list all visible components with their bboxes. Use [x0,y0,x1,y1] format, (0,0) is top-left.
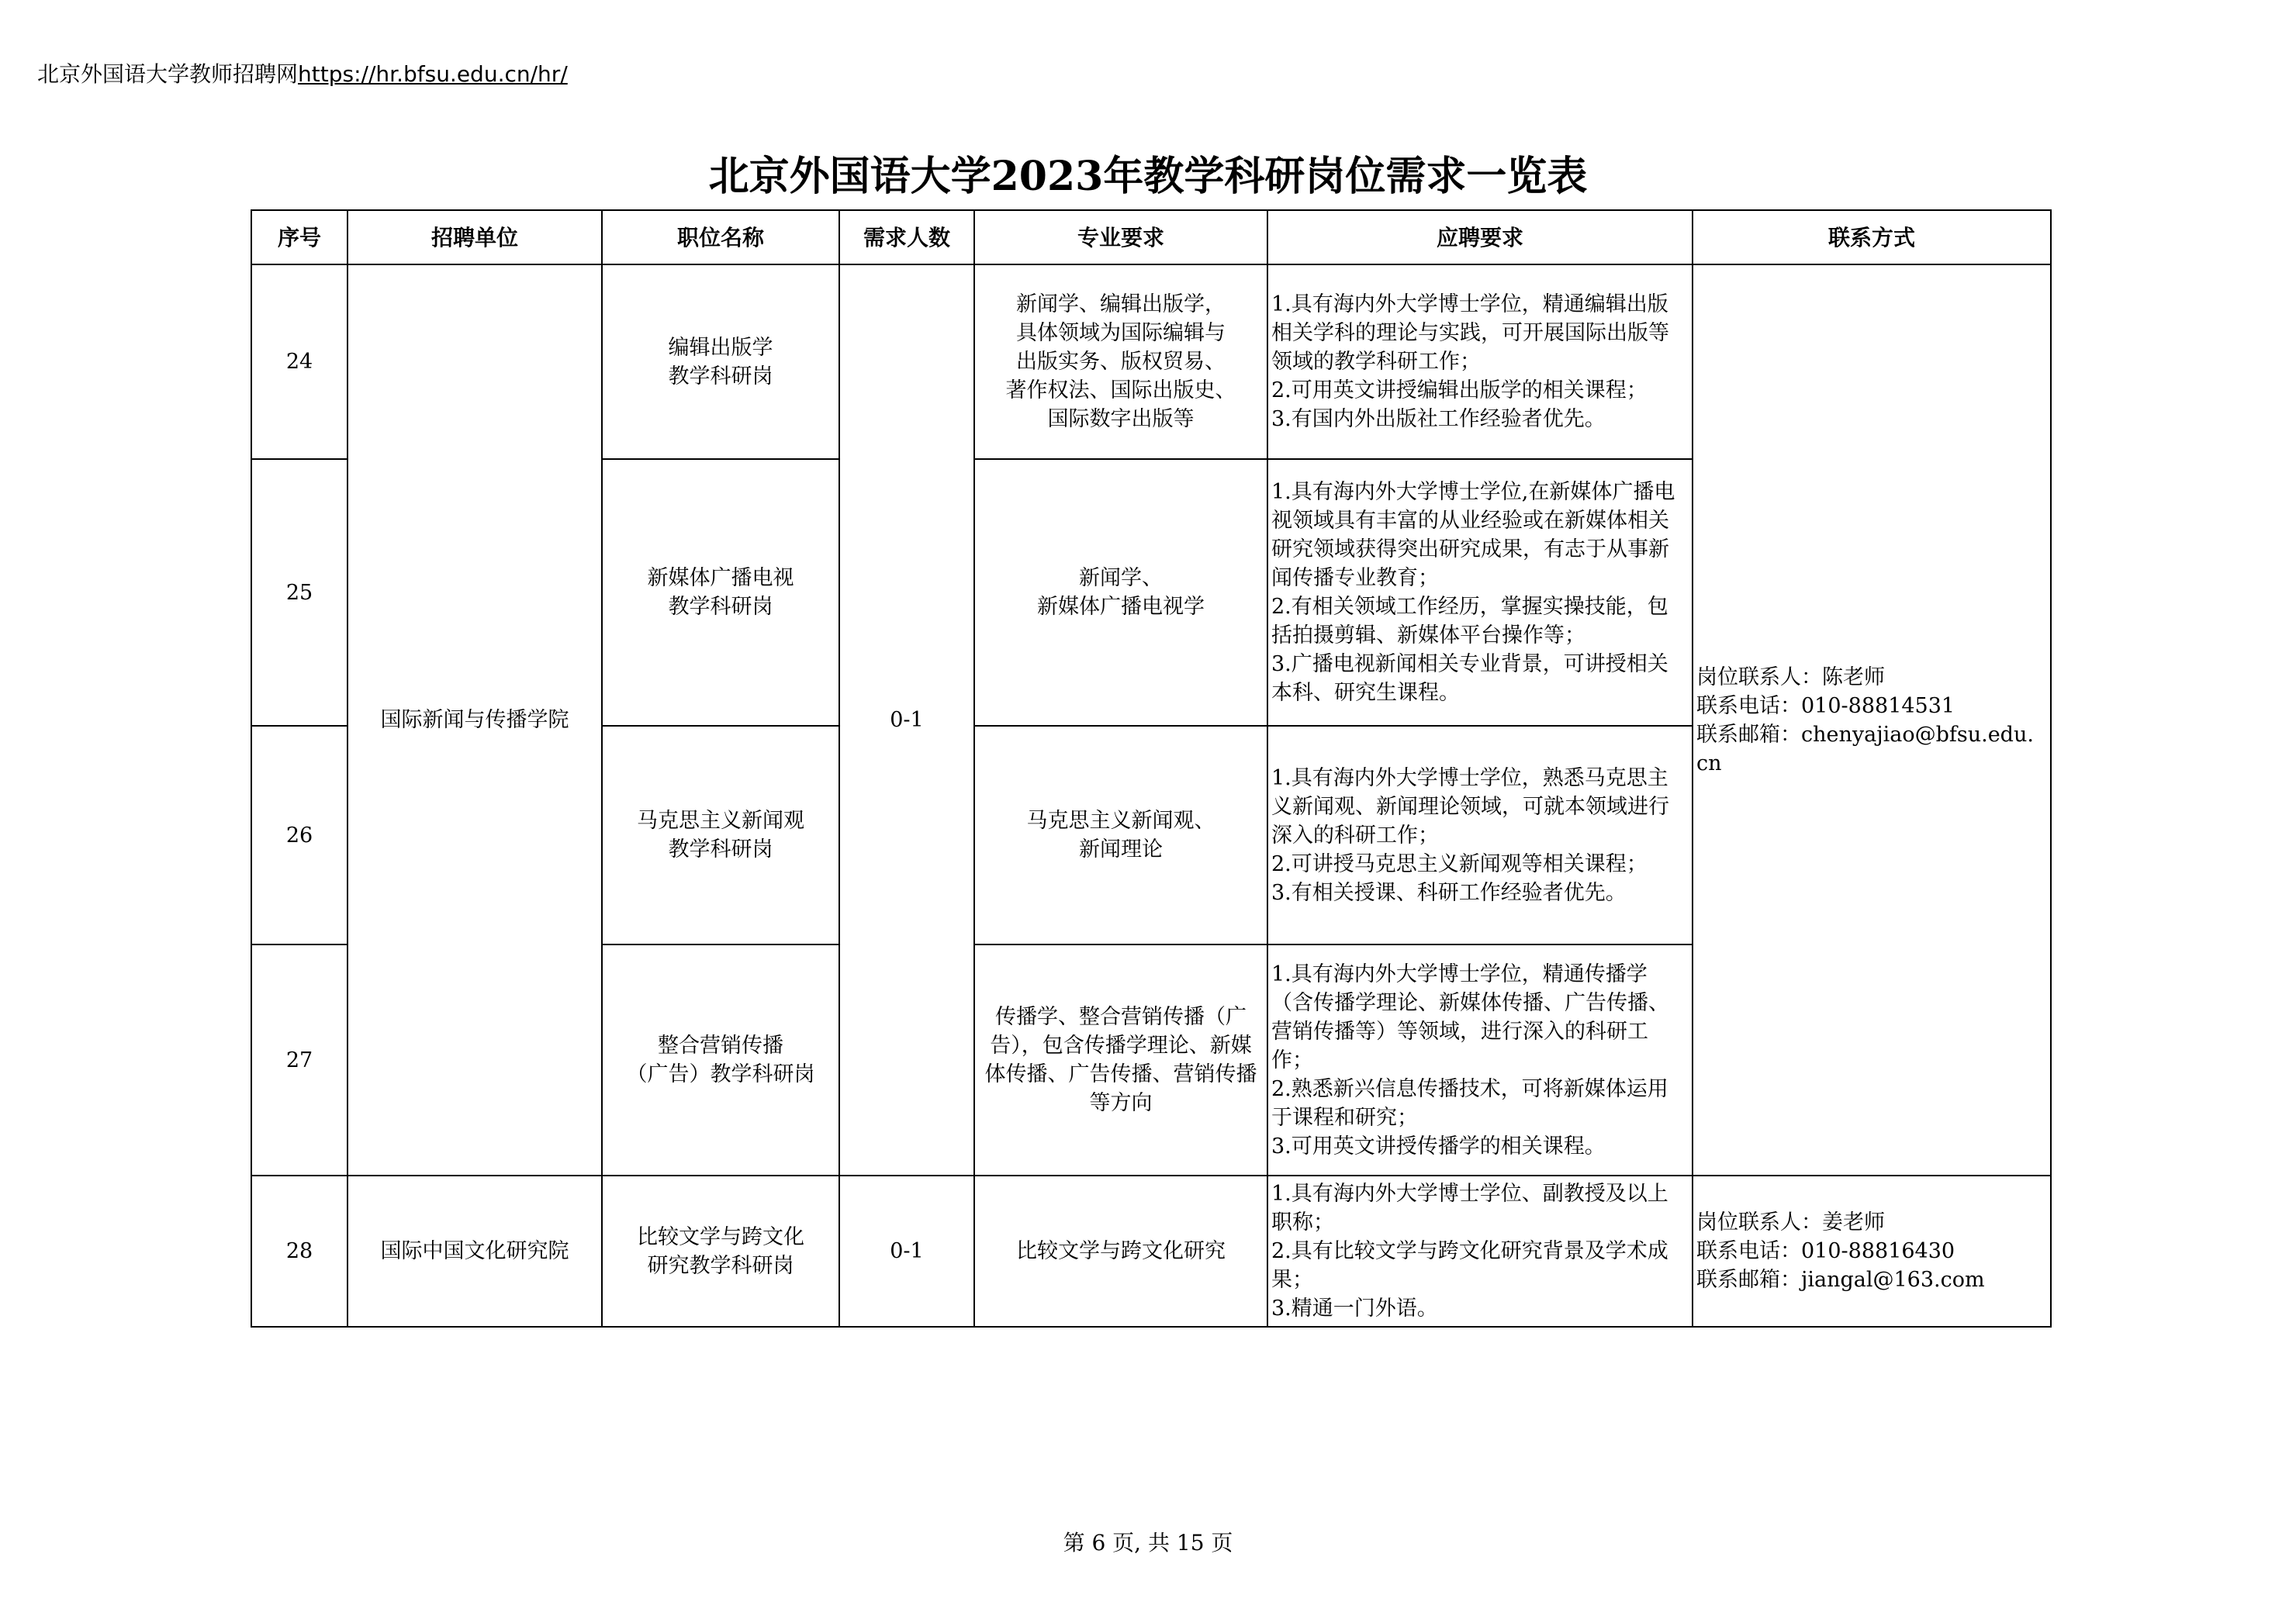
requirement-item: 1.具有海内外大学博士学位,在新媒体广播电视领域具有丰富的从业经验或在新媒体相关研究领域获得突出研究成果，有志于从事新闻传播专业教育； [1271,480,1675,590]
major-line: 传播学、整合营销传播（广告），包含传播学理论、新媒体传播、广告传播、营销传播等方向 [984,1005,1257,1115]
col-header-count: 需求人数 [839,210,974,264]
requirement-item: 2.可用英文讲授编辑出版学的相关课程； [1271,378,1648,402]
col-header-no: 序号 [251,210,348,264]
requirement-item: 1.具有海内外大学博士学位、副教授及以上职称； [1271,1182,1668,1235]
major-line: 出版实务、版权贸易、 [1016,350,1226,374]
row-number: 24 [251,264,348,459]
position-line: 比较文学与跨文化 [637,1224,804,1249]
requirement-item: 2.具有比较文学与跨文化研究背景及学术成果； [1271,1239,1668,1292]
recruiting-unit: 国际新闻与传播学院 [348,264,602,1176]
document-title: 北京外国语大学2023年教学科研岗位需求一览表 [708,153,1588,200]
major-requirement [974,459,1267,726]
position-line: （广告）教学科研岗 [626,1062,815,1086]
contact-person: 岗位联系人：姜老师 [1696,1210,1885,1235]
requirement-item: 3.有相关授课、科研工作经验者优先。 [1271,880,1627,905]
major-requirement [974,944,1267,1176]
requirement-item: 3.广播电视新闻相关专业背景，可讲授相关本科、研究生课程。 [1271,652,1668,705]
application-requirements [1267,459,1693,726]
col-header-contact: 联系方式 [1693,210,2051,264]
major-line: 具体领域为国际编辑与 [1016,321,1226,345]
contact-email[interactable]: 联系邮箱：jiangal@163.com [1696,1268,1985,1292]
major-line: 新媒体广播电视学 [1037,595,1205,619]
contact-info [1693,1176,2051,1327]
major-line: 新闻理论 [1079,837,1163,862]
contact-email[interactable]: 联系邮箱：chenyajiao@bfsu.edu.cn [1696,722,2034,775]
position-line: 教学科研岗 [668,837,773,862]
requirement-item: 2.可讲授马克思主义新闻观等相关课程； [1271,851,1648,876]
position-line: 新媒体广播电视 [647,566,794,590]
application-requirements [1267,264,1693,459]
row-number: 27 [251,944,348,1176]
position-line: 马克思主义新闻观 [637,809,804,833]
row-number: 25 [251,459,348,726]
site-header [37,59,568,90]
site-link[interactable]: https://hr.bfsu.edu.cn/hr/ [298,61,568,87]
headcount: 0-1 [839,264,974,1176]
position-name [602,1176,839,1327]
headcount: 0-1 [839,1176,974,1327]
contact-phone: 联系电话：010-88814531 [1696,693,1955,718]
position-line: 教学科研岗 [668,364,773,388]
major-line: 国际数字出版等 [1047,407,1195,431]
site-label: 北京外国语大学教师招聘网 [37,61,299,87]
position-name [602,459,839,726]
recruiting-unit: 国际中国文化研究院 [348,1176,602,1327]
col-header-unit: 招聘单位 [348,210,602,264]
contact-info [1693,264,2051,1176]
table-row [251,1176,2051,1327]
requirement-item: 3.精通一门外语。 [1271,1297,1438,1321]
table-row [251,264,2051,459]
position-name [602,264,839,459]
major-line: 马克思主义新闻观、 [1026,809,1215,833]
row-number: 28 [251,1176,348,1327]
col-header-requirements: 应聘要求 [1267,210,1693,264]
requirement-item: 1.具有海内外大学博士学位，精通传播学（含传播学理论、新媒体传播、广告传播、营销传播等）等领域，进行深入的科研工作； [1271,962,1669,1072]
major-requirement [974,726,1267,944]
position-name [602,726,839,944]
major-requirement [974,264,1267,459]
requirement-item: 3.可用英文讲授传播学的相关课程。 [1271,1134,1606,1159]
row-number: 26 [251,726,348,944]
position-line: 教学科研岗 [668,595,773,619]
requirement-item: 1.具有海内外大学博士学位，熟悉马克思主义新闻观、新闻理论领域，可就本领域进行深入的科研工作； [1271,765,1669,848]
major-line: 新闻学、编辑出版学， [1016,292,1226,316]
position-line: 整合营销传播 [658,1034,783,1058]
major-line: 著作权法、国际出版史、 [1005,378,1236,402]
contact-person: 岗位联系人：陈老师 [1696,665,1885,689]
position-line: 编辑出版学 [668,335,773,360]
table-header-row [251,210,2051,264]
requirement-item: 1.具有海内外大学博士学位，精通编辑出版相关学科的理论与实践，可开展国际出版等领域的教学科研工作； [1271,292,1669,374]
major-line: 比较文学与跨文化研究 [1016,1239,1226,1263]
requirement-item: 2.有相关领域工作经历，掌握实操技能，包括拍摄剪辑、新媒体平台操作等； [1271,595,1668,647]
application-requirements [1267,726,1693,944]
col-header-major: 专业要求 [974,210,1267,264]
application-requirements [1267,944,1693,1176]
position-name [602,944,839,1176]
requirement-item: 3.有国内外出版社工作经验者优先。 [1271,407,1606,431]
major-requirement [974,1176,1267,1327]
recruitment-table [251,209,2052,1328]
major-line: 新闻学、 [1079,566,1163,590]
requirement-item: 2.熟悉新兴信息传播技术，可将新媒体运用于课程和研究； [1271,1076,1668,1130]
position-line: 研究教学科研岗 [647,1253,794,1278]
application-requirements [1267,1176,1693,1327]
page-number: 第 6 页, 共 15 页 [1063,1530,1233,1556]
contact-phone: 联系电话：010-88816430 [1696,1239,1955,1263]
col-header-position: 职位名称 [602,210,839,264]
